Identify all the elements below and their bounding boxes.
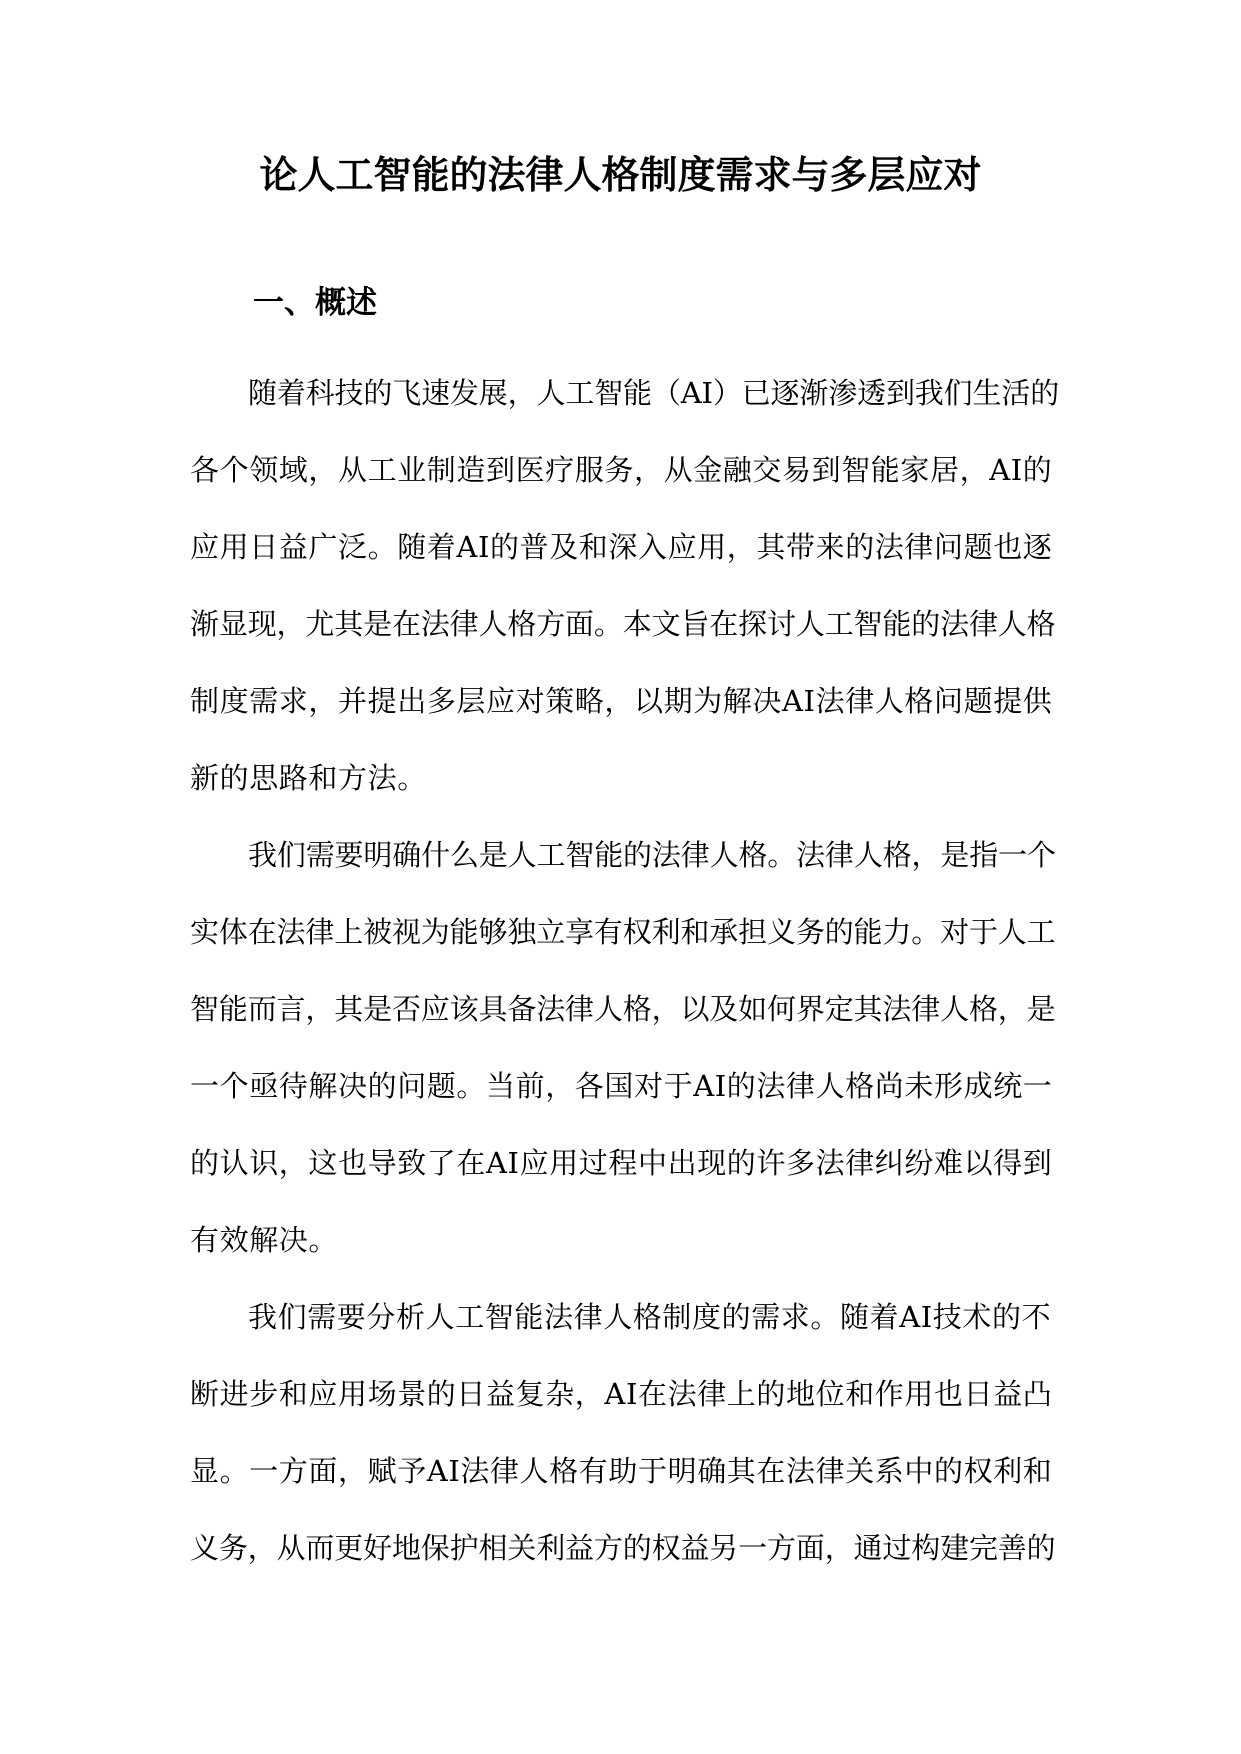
body-line: 的认识，这也导致了在AI应用过程中出现的许多法律纠纷难以得到	[190, 1146, 1053, 1180]
body-line: 有效解决。	[190, 1223, 339, 1257]
body-line: 我们需要分析人工智能法律人格制度的需求。随着AI技术的不	[248, 1300, 1052, 1334]
body-line: 随着科技的飞速发展，人工智能（AI）已逐渐渗透到我们生活的	[248, 376, 1060, 410]
document-title: 论人工智能的法律人格制度需求与多层应对	[259, 153, 982, 197]
body-line: 渐显现，尤其是在法律人格方面。本文旨在探讨人工智能的法律人格	[190, 607, 1056, 641]
body-line: 我们需要明确什么是人工智能的法律人格。法律人格，是指一个	[248, 838, 1056, 872]
section-heading: 一、概述	[253, 285, 377, 321]
body-line: 新的思路和方法。	[190, 761, 427, 795]
body-line: 各个领域，从工业制造到医疗服务，从金融交易到智能家居，AI的	[190, 453, 1053, 487]
body-line: 制度需求，并提出多层应对策略，以期为解决AI法律人格问题提供	[190, 684, 1053, 718]
body-line: 一个亟待解决的问题。当前，各国对于AI的法律人格尚未形成统一	[190, 1069, 1053, 1103]
body-line: 智能而言，其是否应该具备法律人格，以及如何界定其法律人格，是	[190, 992, 1056, 1026]
body-line: 实体在法律上被视为能够独立享有权利和承担义务的能力。对于人工	[190, 915, 1056, 949]
body-line: 显。一方面，赋予AI法律人格有助于明确其在法律关系中的权利和	[190, 1454, 1053, 1488]
body-line: 义务，从而更好地保护相关利益方的权益另一方面，通过构建完善的	[190, 1531, 1056, 1565]
body-line: 断进步和应用场景的日益复杂，AI在法律上的地位和作用也日益凸	[190, 1377, 1053, 1411]
body-line: 应用日益广泛。随着AI的普及和深入应用，其带来的法律问题也逐	[190, 530, 1053, 564]
